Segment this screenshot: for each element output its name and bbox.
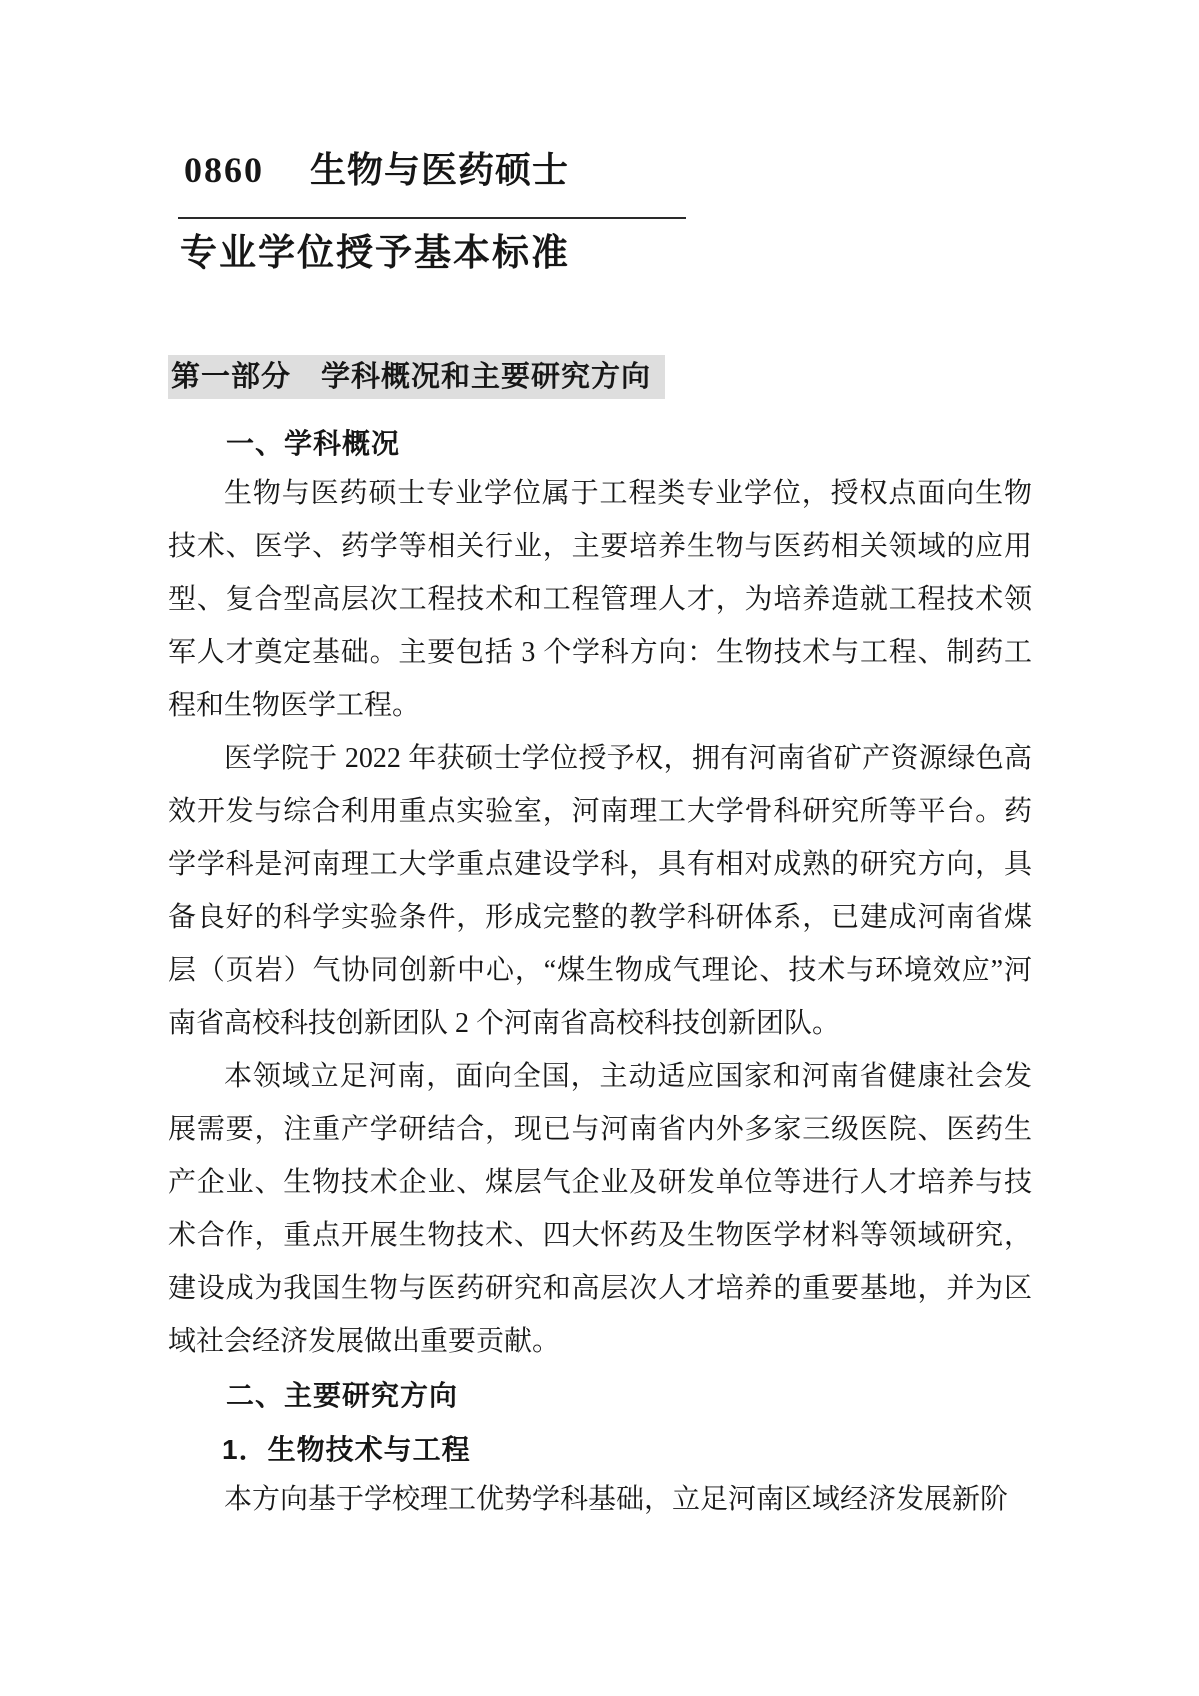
part1-heading-highlighted: 第一部分 学科概况和主要研究方向 bbox=[168, 355, 665, 399]
paragraph: 本领域立足河南，面向全国，主动适应国家和河南省健康社会发展需要，注重产学研结合，现已与河南省内外多家三级医院、医药生产企业、生物技术企业、煤层气企业及研发单位等进行人才培养与技术合作，重点开展生物技术、四大怀药及生物医学材料等领域研究，建设成为我国生物与医药研究和高层次人才培养的重要基地，并为区域社会经济发展做出重要贡献。 bbox=[168, 1061, 1032, 1357]
part-heading-row bbox=[168, 355, 1032, 399]
section1-heading: 一、学科概况 bbox=[226, 428, 401, 459]
section2-heading: 二、主要研究方向 bbox=[226, 1380, 459, 1411]
section1-paragraphs bbox=[168, 467, 1032, 1368]
section2-paragraphs bbox=[168, 1473, 1032, 1526]
document-body bbox=[168, 355, 1032, 1526]
title-divider bbox=[178, 217, 686, 219]
degree-code: 0860 bbox=[184, 150, 264, 190]
degree-title: 生物与医药硕士 bbox=[310, 150, 570, 190]
paragraph: 本方向基于学校理工优势学科基础，立足河南区域经济发展新阶 bbox=[224, 1484, 1009, 1515]
page-title bbox=[168, 150, 1032, 190]
document-header bbox=[168, 150, 1032, 277]
section2-sub1-heading: 1．生物技术与工程 bbox=[222, 1434, 471, 1465]
paragraph: 医学院于 2022 年获硕士学位授予权，拥有河南省矿产资源绿色高效开发与综合利用重点实验室，河南理工大学骨科研究所等平台。药学学科是河南理工大学重点建设学科，具有相对成熟的研究方向，具备良好的科学实验条件，形成完整的教学科研体系，已建成河南省煤层（页岩）气协同创新中心，“煤生物成气理论、技术与环境效应”河南省高校科技创新团队 2 个河南省高校科技创新团队。 bbox=[168, 743, 1032, 1039]
page-subtitle: 专业学位授予基本标准 bbox=[180, 233, 570, 274]
paragraph: 生物与医药硕士专业学位属于工程类专业学位，授权点面向生物技术、医学、药学等相关行业，主要培养生物与医药相关领域的应用型、复合型高层次工程技术和工程管理人才，为培养造就工程技术领军人才奠定基础。主要包括 3 个学科方向：生物技术与工程、制药工程和生物医学工程。 bbox=[168, 478, 1032, 721]
